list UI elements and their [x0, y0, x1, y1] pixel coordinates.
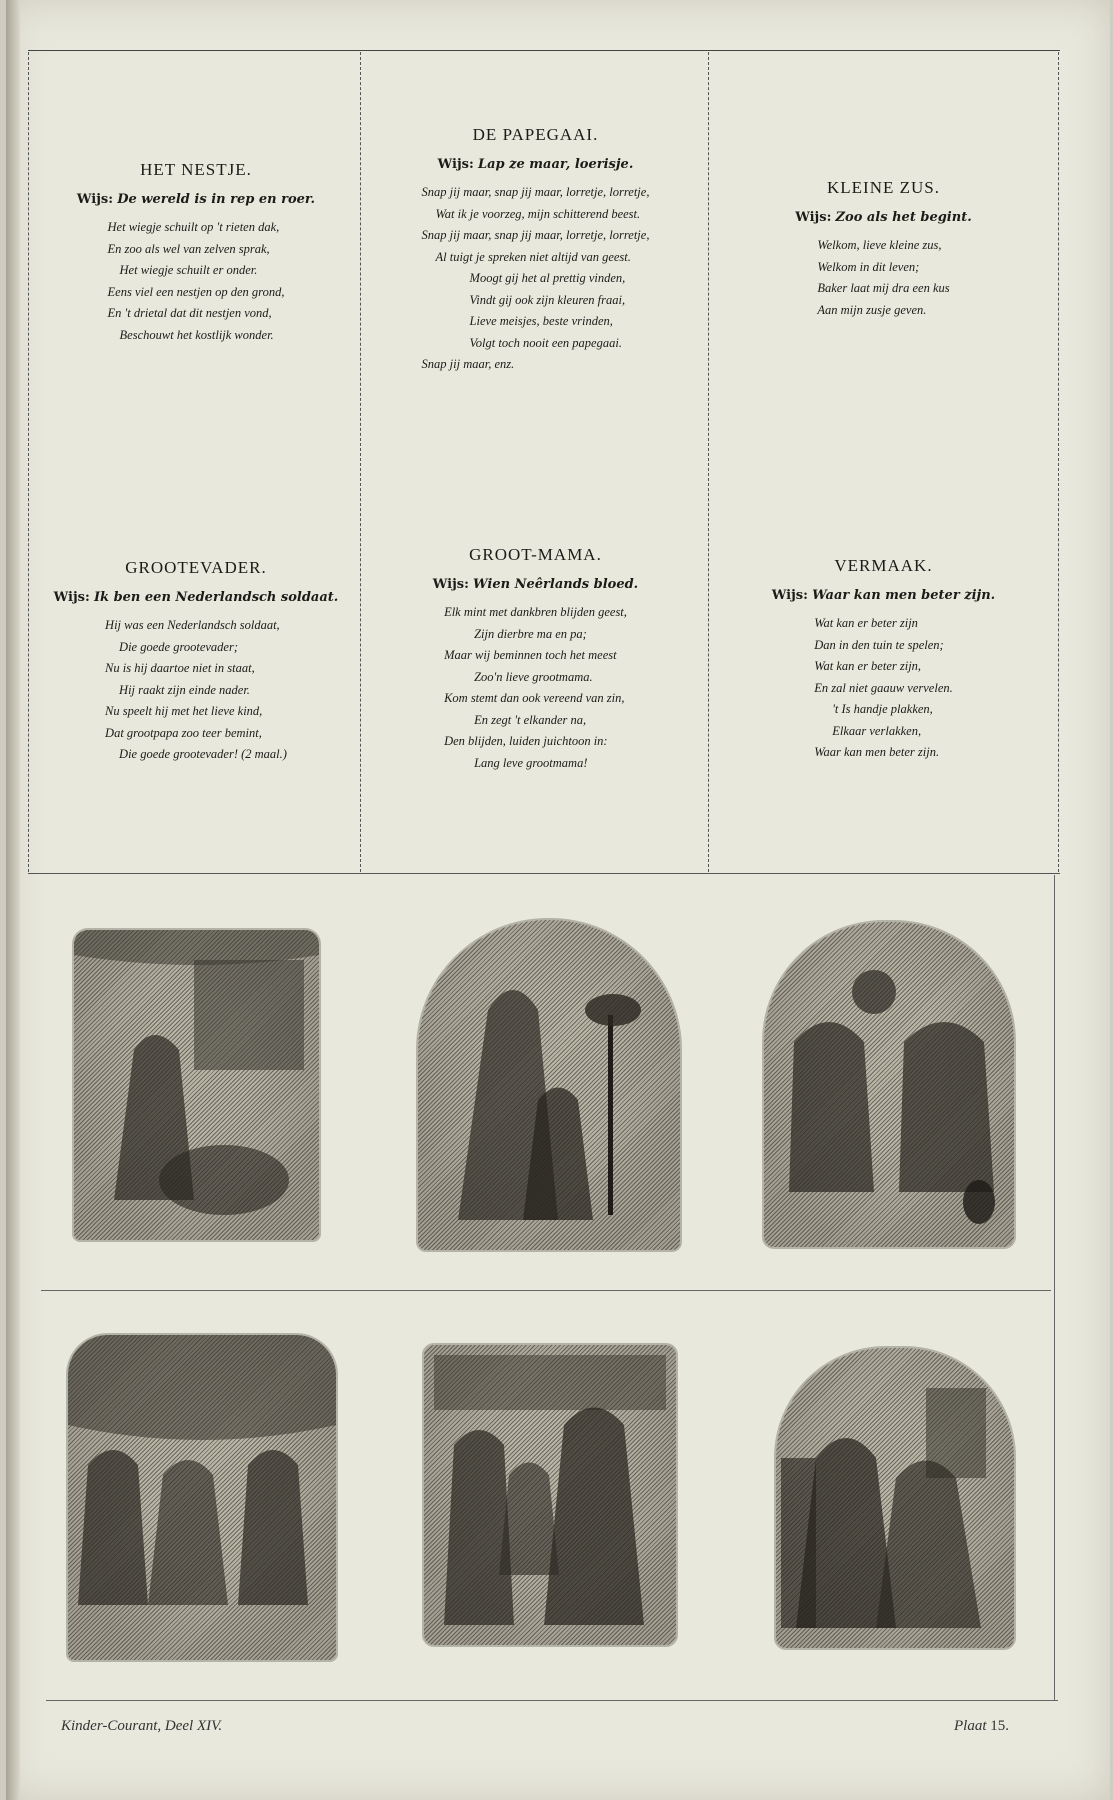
poem-line: Moogt gij het al prettig vinden, — [469, 271, 626, 285]
engraving-art — [68, 1335, 336, 1660]
poem-line: Nu speelt hij met het lieve kind, — [105, 704, 263, 718]
poem-line: Die goede grootevader; — [119, 639, 238, 654]
poem-line: Maar wij beminnen toch het meest — [444, 648, 617, 662]
poem-line: En zegt 't elkander na, — [474, 712, 587, 727]
poem-lines — [105, 615, 287, 766]
engraving-mother-cradle — [74, 930, 319, 1240]
poem-line: Welkom, lieve kleine zus, — [817, 238, 942, 252]
poem-title: GROOT-MAMA. — [469, 545, 602, 564]
engraving-girls-garden — [68, 1335, 336, 1660]
poem-groot-mama — [368, 545, 703, 774]
poem-line: Waar kan men beter zijn. — [814, 745, 940, 759]
engraving-art — [424, 1345, 676, 1645]
poem-line: Wat kan er beter zijn — [814, 616, 918, 630]
engraving-grandmother — [424, 1345, 676, 1645]
poem-title: DE PAPEGAAI. — [472, 125, 599, 144]
poem-kleine-zus — [716, 178, 1051, 321]
binding-edge — [6, 0, 20, 1800]
column-divider-right — [708, 52, 709, 872]
poem-het-nestje — [46, 160, 346, 346]
poem-line: Het wiegje schuilt op 't rieten dak, — [107, 220, 280, 234]
engraving-art — [764, 922, 1014, 1247]
poem-lines — [108, 217, 285, 346]
engraving-art — [74, 930, 319, 1240]
engraving-grandfather — [776, 1348, 1014, 1648]
engraving-children-group — [764, 922, 1014, 1247]
poem-line: Eens viel een nestjen op den grond, — [107, 284, 285, 299]
poem-tune: Wijs: Zoo als het begint. — [795, 210, 972, 225]
poem-title: VERMAAK. — [834, 556, 933, 575]
poem-lines — [817, 235, 949, 321]
poem-line: Die goede grootevader! (2 maal.) — [119, 747, 287, 761]
plate-number: Plaat 15. — [954, 1718, 1009, 1734]
poem-line: Snap jij maar, snap jij maar, lorretje, lorretje, — [421, 228, 650, 242]
poem-line: Wat ik je voorzeg, mijn schitterend beest. — [435, 206, 641, 221]
engraving-art — [776, 1348, 1014, 1648]
frame-right — [1058, 52, 1059, 872]
poem-line: Elk mint met dankbren blijden geest, — [444, 605, 627, 619]
poem-line: Het wiegje schuilt er onder. — [119, 263, 258, 277]
poem-tune: Wijs: Lap ze maar, loerisje. — [437, 157, 634, 172]
poem-title: GROOTEVADER. — [125, 558, 267, 577]
poem-line: Hij raakt zijn einde nader. — [119, 682, 250, 697]
poem-vermaak — [716, 556, 1051, 764]
poem-lines — [422, 182, 650, 376]
bottom-rule — [46, 1700, 1058, 1701]
poem-line: Snap jij maar, enz. — [421, 357, 515, 371]
poem-line: Den blijden, luiden juichtoon in: — [444, 734, 608, 748]
printed-sheet — [6, 0, 1110, 1800]
publication-title: Kinder-Courant, Deel XIV. — [61, 1718, 223, 1734]
frame-right-lower — [1054, 875, 1055, 1700]
poem-line: 't Is handje plakken, — [832, 702, 933, 716]
poem-title: HET NESTJE. — [140, 160, 252, 179]
poem-line: Lieve meisjes, beste vrinden, — [469, 314, 613, 328]
top-rule — [28, 50, 1060, 51]
engraving-art — [418, 920, 680, 1250]
poem-line: Vindt gij ook zijn kleuren fraai, — [469, 292, 626, 307]
poem-line: Nu is hij daartoe niet in staat, — [105, 661, 255, 675]
poem-line: Beschouwt het kostlijk wonder. — [119, 327, 274, 342]
middle-rule — [28, 873, 1060, 874]
poem-line: Wat kan er beter zijn, — [814, 659, 922, 673]
poem-line: Lang leve grootmama! — [474, 755, 588, 770]
poem-tune: Wijs: Ik ben een Nederlandsch soldaat. — [53, 590, 339, 605]
column-divider-left — [360, 52, 361, 872]
poem-line: En zal niet gaauw vervelen. — [814, 680, 953, 695]
poem-line: Volgt toch nooit een papegaai. — [469, 335, 622, 350]
poem-lines — [814, 613, 953, 764]
poem-line: Al tuigt je spreken niet altijd van geest. — [435, 249, 631, 264]
poem-line: Dat grootpapa zoo teer bemint, — [105, 725, 262, 740]
poem-line: Snap jij maar, snap jij maar, lorretje, lorretje, — [421, 185, 650, 199]
poem-line: Zijn dierbre ma en pa; — [474, 626, 587, 641]
poem-tune: Wijs: Waar kan men beter zijn. — [771, 588, 996, 603]
poem-line: Elkaar verlakken, — [832, 723, 922, 738]
poem-line: Kom stemt dan ook vereend van zin, — [444, 691, 625, 705]
poem-line: Aan mijn zusje geven. — [817, 302, 927, 317]
poem-line: Baker laat mij dra een kus — [817, 281, 950, 295]
poem-line: Dan in den tuin te spelen; — [814, 637, 944, 652]
poem-line: En zoo als wel van zelven sprak, — [107, 241, 270, 256]
frame-left — [28, 52, 29, 872]
poem-title: KLEINE ZUS. — [827, 178, 940, 197]
poem-line: Welkom in dit leven; — [817, 259, 920, 274]
poem-line: En 't drietal dat dit nestjen vond, — [107, 306, 272, 320]
poem-grootevader — [36, 558, 356, 766]
poem-line: Hij was een Nederlandsch soldaat, — [105, 618, 280, 632]
engraving-parrot — [418, 920, 680, 1250]
row-rule — [41, 1290, 1051, 1291]
poem-line: Zoo'n lieve grootmama. — [474, 669, 593, 684]
poem-de-papegaai — [368, 125, 703, 376]
poem-tune: Wijs: Wien Neêrlands bloed. — [432, 577, 639, 592]
poem-lines — [444, 602, 627, 774]
poem-tune: Wijs: De wereld is in rep en roer. — [76, 192, 316, 207]
